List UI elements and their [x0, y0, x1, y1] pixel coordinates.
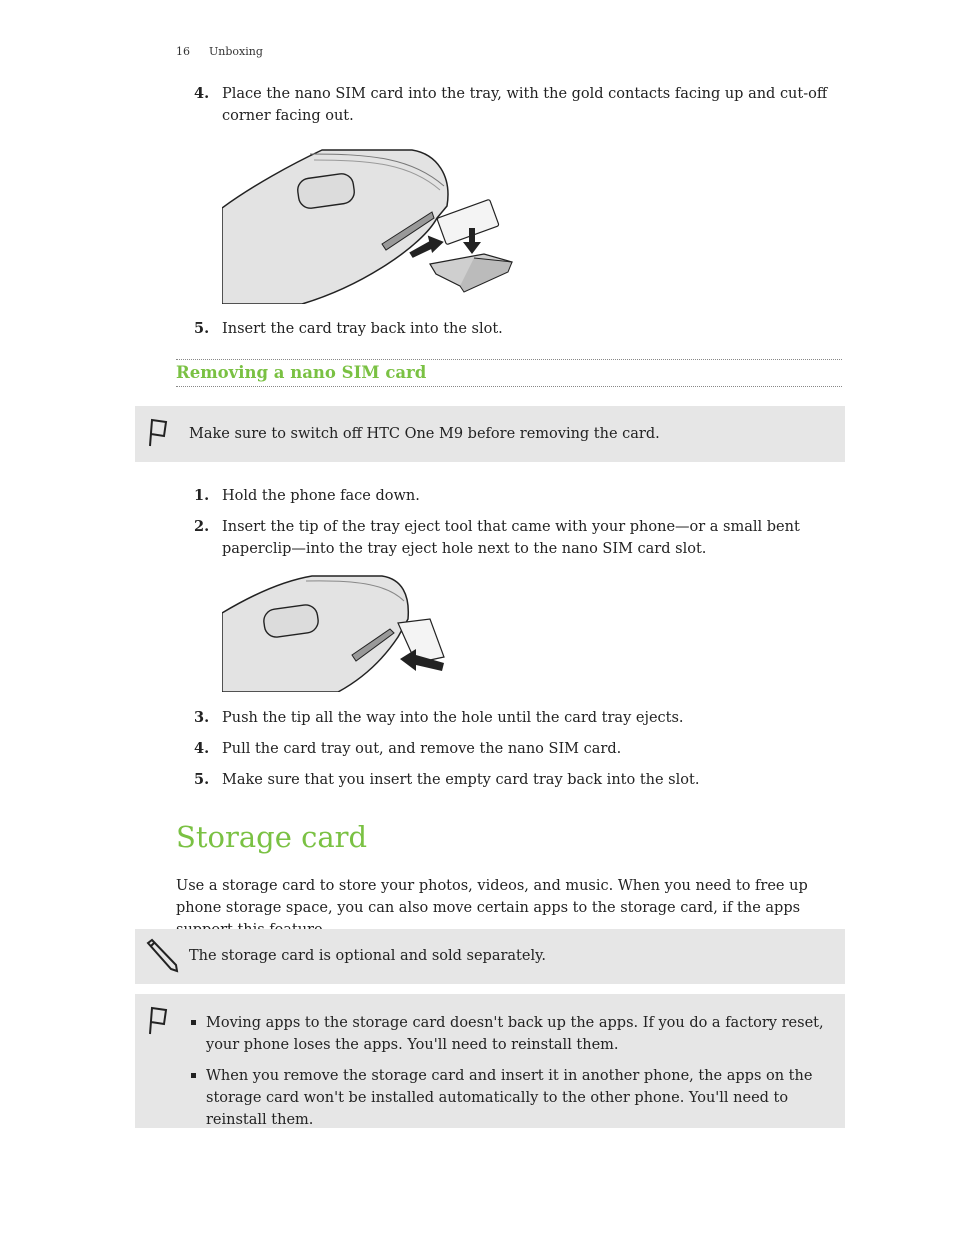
- note-box: [135, 994, 845, 1128]
- step-number: 4.: [194, 740, 210, 757]
- bullet-marker: [191, 1073, 196, 1078]
- page-number: 16: [176, 45, 190, 58]
- list-item: [194, 485, 834, 507]
- step-number: 1.: [194, 487, 210, 504]
- note-text: Make sure to switch off HTC One M9 before removing the card.: [189, 426, 660, 442]
- list-item: [194, 769, 834, 791]
- step-text: Make sure that you insert the empty card tray back into the slot.: [222, 772, 700, 788]
- step-text: Insert the tip of the tray eject tool that came with your phone—or a small bent paperclip—into the tray eject hole next to the nano SIM card slot.: [222, 519, 800, 557]
- list-item: [194, 83, 834, 127]
- note-text: Moving apps to the storage card doesn't back up the apps. If you do a factory reset, your phone loses the apps. You'll need to reinstall them.: [206, 1015, 824, 1053]
- sim-insert-illustration: [222, 146, 517, 304]
- list-item: [194, 738, 834, 760]
- step-text: Insert the card tray back into the slot.: [222, 321, 503, 337]
- list-item: [194, 707, 834, 729]
- flag-icon: [144, 416, 170, 448]
- section-name: Unboxing: [209, 45, 263, 58]
- step-text: Pull the card tray out, and remove the nano SIM card.: [222, 741, 622, 757]
- sim-eject-illustration: [222, 575, 450, 692]
- intro-paragraph: Use a storage card to store your photos, videos, and music. When you need to free up phone storage space, you can also move certain apps to the storage card, if the apps: [176, 878, 808, 916]
- step-text: Push the tip all the way into the hole until the card tray ejects.: [222, 710, 684, 726]
- note-text: When you remove the storage card and insert it in another phone, the apps on the storage card won't be installed automatically to the other phone. You'll need to reinstall them.: [206, 1068, 813, 1128]
- section-subheading: Removing a nano SIM card: [176, 363, 427, 382]
- step-number: 2.: [194, 518, 210, 535]
- note-box: [135, 406, 845, 462]
- list-item: [189, 1012, 834, 1056]
- step-text: Hold the phone face down.: [222, 488, 420, 504]
- step-text: Place the nano SIM card into the tray, with the gold contacts facing up and cut-off corner facing out.: [222, 86, 828, 124]
- tip-box: [135, 929, 845, 984]
- divider: [176, 386, 842, 387]
- bullet-marker: [191, 1020, 196, 1025]
- step-number: 3.: [194, 709, 210, 726]
- tip-text: The storage card is optional and sold separately.: [189, 948, 546, 964]
- pencil-icon: [144, 937, 180, 973]
- list-item: [194, 516, 834, 560]
- divider: [176, 359, 842, 360]
- flag-icon: [144, 1004, 170, 1036]
- list-item: [189, 1065, 834, 1128]
- section-heading: Storage card: [176, 820, 368, 854]
- list-item: [194, 318, 834, 340]
- step-number: 5.: [194, 320, 210, 337]
- step-number: 4.: [194, 85, 210, 102]
- step-number: 5.: [194, 771, 210, 788]
